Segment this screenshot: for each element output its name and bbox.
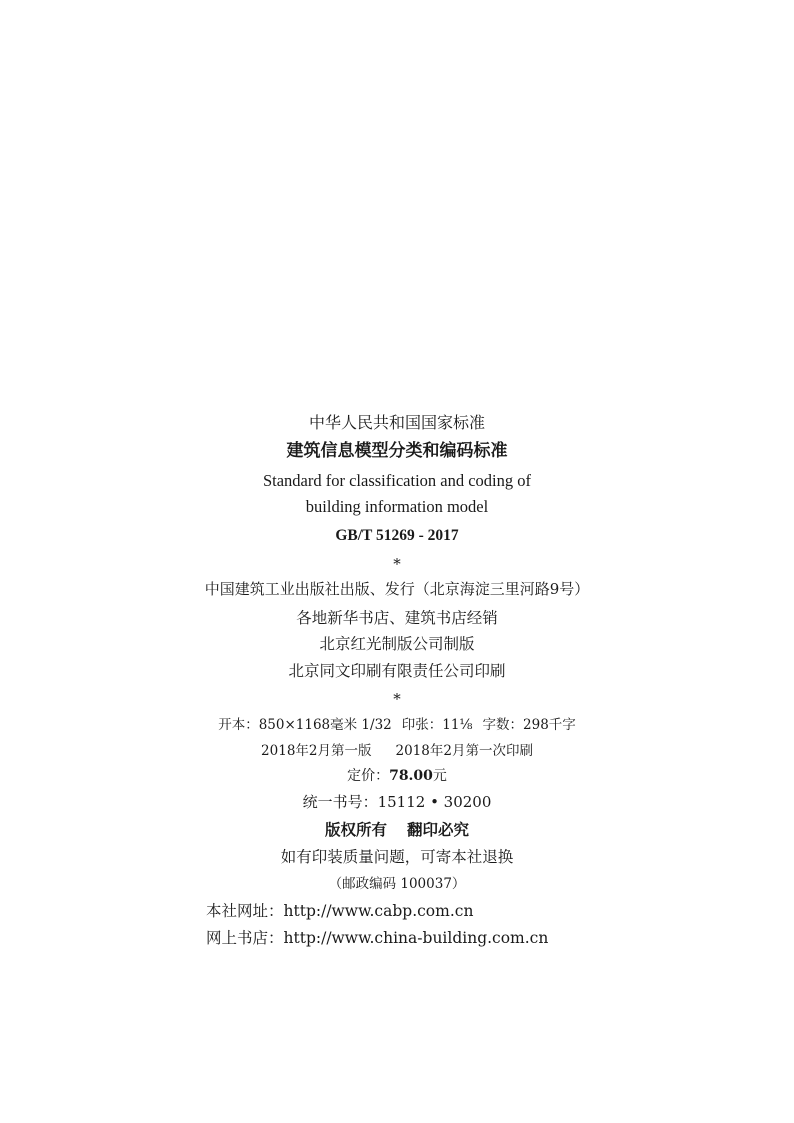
- title-en-line-2: building information model: [305, 497, 489, 516]
- format-sheets: 印张：11⅛: [401, 717, 473, 733]
- price-value: 78.00: [389, 768, 433, 784]
- rights-piracy: 翻印必究: [407, 820, 470, 839]
- online-store-line: [206, 931, 548, 947]
- postal-code: （邮政编码 100037）: [328, 876, 466, 892]
- plate-making-line: 北京红光制版公司制版: [319, 635, 475, 653]
- first-printing: 2018年2月第一次印刷: [395, 743, 533, 759]
- website-url[interactable]: http://www.cabp.com.cn: [283, 902, 474, 920]
- format-size: 开本：850×1168毫米 1/32: [218, 717, 392, 733]
- title-cn: 建筑信息模型分类和编码标准: [286, 441, 508, 461]
- website-label: 本社网址：: [206, 902, 284, 920]
- first-edition: 2018年2月第一版: [261, 743, 372, 759]
- online-store-url[interactable]: http://www.china-building.com.cn: [283, 929, 549, 947]
- title-en-line-1: Standard for classification and coding of: [262, 471, 532, 490]
- standard-code: GB/T 51269 - 2017: [335, 527, 459, 544]
- unified-book-number: 统一书号：15112 • 30200: [302, 793, 492, 811]
- standard-category: 中华人民共和国国家标准: [308, 413, 485, 432]
- price-label: 定价：: [347, 768, 390, 784]
- edition-line: [0, 745, 794, 759]
- format-words: 字数：298千字: [482, 717, 576, 733]
- defect-notice: 如有印装质量问题，可寄本社退换: [280, 848, 514, 866]
- printing-line: 北京同文印刷有限责任公司印刷: [288, 662, 506, 680]
- distribution-line: 各地新华书店、建筑书店经销: [296, 609, 498, 627]
- format-line: [0, 719, 794, 733]
- publisher-line: 中国建筑工业出版社出版、发行（北京海淀三里河路9号）: [204, 580, 590, 598]
- rights-line: [0, 822, 794, 838]
- separator-asterisk: *: [393, 555, 401, 573]
- price-unit: 元: [432, 768, 447, 784]
- online-store-label: 网上书店：: [206, 929, 284, 947]
- price-line: [0, 769, 794, 783]
- website-line: [206, 904, 473, 920]
- rights-reserved: 版权所有: [324, 820, 387, 839]
- separator-asterisk: *: [393, 690, 401, 708]
